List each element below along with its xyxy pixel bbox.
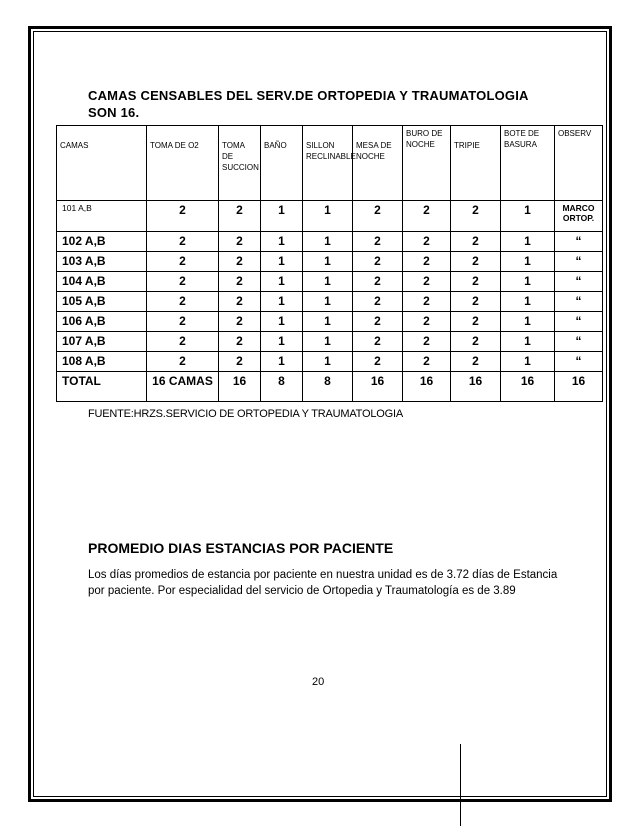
cell-observ: “ [555,252,603,272]
cell-value: 2 [403,201,451,232]
cell-value: 1 [261,292,303,312]
cell-total-value: 8 [261,372,303,402]
cell-value: 1 [261,312,303,332]
cell-value: 1 [261,332,303,352]
cell-value: 1 [501,232,555,252]
cell-value: 1 [501,272,555,292]
cell-value: 2 [353,201,403,232]
cell-total-value: 16 [219,372,261,402]
cell-value: 1 [501,252,555,272]
cell-value: 1 [261,252,303,272]
cell-value: 2 [219,201,261,232]
table-header-row [57,126,603,201]
cell-value: 2 [353,272,403,292]
cell-total-value: 16 [353,372,403,402]
table-row [57,332,603,352]
cell-observ: “ [555,332,603,352]
table-row [57,292,603,312]
cell-value: 2 [451,352,501,372]
cell-value: 2 [451,232,501,252]
section-heading: PROMEDIO DIAS ESTANCIAS POR PACIENTE [88,540,394,556]
document-title: CAMAS CENSABLES DEL SERV.DE ORTOPEDIA Y TRAUMATOLOGIA SON 16. [88,88,529,120]
section-paragraph: Los días promedios de estancia por paciente en nuestra unidad es de 3.72 días de Estancia por paciente. Por especialidad del servicio de Ortopedia y Traumatología es de 3.89 [88,569,558,597]
cell-value: 2 [451,332,501,352]
cell-value: 2 [451,312,501,332]
cell-value: 1 [303,252,353,272]
cell-value: 2 [451,252,501,272]
cell-value: 1 [261,272,303,292]
cell-value: 1 [261,352,303,372]
table-row [57,252,603,272]
header-buro-noche: BURO DE NOCHE [403,126,451,201]
cell-value: 2 [219,352,261,372]
cell-value: 2 [353,252,403,272]
cell-value: 2 [147,352,219,372]
cell-value: 1 [501,352,555,372]
cell-value: 1 [303,272,353,292]
cell-value: 1 [303,312,353,332]
cell-observ: “ [555,272,603,292]
cell-observ: “ [555,292,603,312]
cell-cama: 104 A,B [57,272,147,292]
table-source-note: FUENTE:HRZS.SERVICIO DE ORTOPEDIA Y TRAUMATOLOGIA [88,408,403,420]
cell-value: 2 [147,332,219,352]
cell-cama: 103 A,B [57,252,147,272]
cell-value: 2 [147,252,219,272]
cell-value: 2 [451,272,501,292]
cell-value: 2 [147,272,219,292]
cell-value: 2 [147,201,219,232]
cell-value: 2 [403,252,451,272]
cell-value: 2 [219,252,261,272]
cell-value: 2 [219,232,261,252]
table-row [57,232,603,252]
cell-value: 2 [403,352,451,372]
cell-value: 2 [353,352,403,372]
table-total-row [57,372,603,402]
cell-value: 2 [403,272,451,292]
cell-value: 1 [501,312,555,332]
cell-observ: “ [555,312,603,332]
cell-value: 2 [219,292,261,312]
cell-value: 2 [403,232,451,252]
header-observ: OBSERV [555,126,603,201]
cell-cama: 108 A,B [57,352,147,372]
vertical-rule [460,744,461,826]
cell-value: 2 [147,232,219,252]
cell-observ: MARCO ORTOP. [555,201,603,232]
cell-value: 2 [451,201,501,232]
table-row [57,201,603,232]
cell-cama: 101 A,B [57,201,147,232]
table-row [57,312,603,332]
cell-value: 2 [353,312,403,332]
cell-cama: 106 A,B [57,312,147,332]
header-bano: BAÑO [261,126,303,201]
cell-value: 2 [403,332,451,352]
cell-observ: “ [555,232,603,252]
cell-total-label: TOTAL [57,372,147,402]
cell-value: 1 [261,232,303,252]
beds-table [56,125,603,402]
cell-value: 1 [303,352,353,372]
header-bote-basura: BOTE DE BASURA [501,126,555,201]
header-tripie: TRIPIE [451,126,501,201]
cell-total-value: 16 [501,372,555,402]
cell-value: 2 [403,312,451,332]
cell-value: 1 [501,292,555,312]
cell-value: 2 [403,292,451,312]
cell-total-value: 16 [451,372,501,402]
cell-total-value: 16 [403,372,451,402]
cell-cama: 102 A,B [57,232,147,252]
header-camas: CAMAS [57,126,147,201]
table-row [57,272,603,292]
cell-total-toma-o2: 16 CAMAS [147,372,219,402]
header-sillon: SILLON RECLINABLE [303,126,353,201]
cell-value: 2 [353,292,403,312]
cell-value: 1 [303,332,353,352]
page-number: 20 [312,676,325,688]
cell-value: 1 [501,332,555,352]
cell-value: 2 [219,332,261,352]
cell-value: 2 [147,312,219,332]
cell-value: 1 [261,201,303,232]
cell-value: 2 [219,312,261,332]
cell-value: 1 [501,201,555,232]
cell-value: 2 [353,332,403,352]
cell-cama: 107 A,B [57,332,147,352]
header-toma-o2: TOMA DE O2 [147,126,219,201]
table-row [57,352,603,372]
cell-cama: 105 A,B [57,292,147,312]
cell-observ: “ [555,352,603,372]
cell-total-value: 8 [303,372,353,402]
cell-value: 1 [303,292,353,312]
header-toma-succion: TOMA DE SUCCION [219,126,261,201]
cell-value: 2 [219,272,261,292]
cell-value: 1 [303,201,353,232]
header-mesa-noche: MESA DE NOCHE [353,126,403,201]
cell-value: 2 [451,292,501,312]
cell-value: 1 [303,232,353,252]
cell-value: 2 [353,232,403,252]
cell-value: 2 [147,292,219,312]
cell-total-value: 16 [555,372,603,402]
